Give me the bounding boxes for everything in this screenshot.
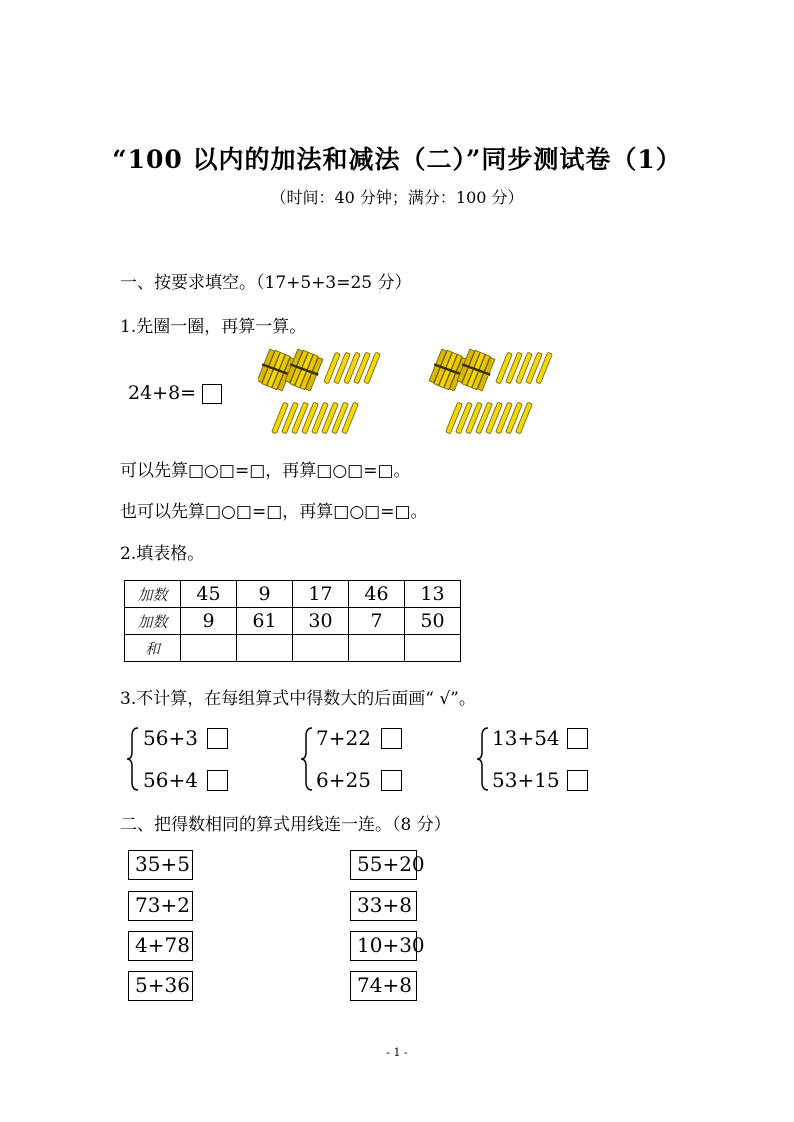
- q3-label: 3.不计算，在每组算式中得数大的后面画“ √”。: [120, 689, 476, 709]
- row-header: 加数: [125, 581, 181, 608]
- answer-cell[interactable]: [293, 635, 349, 662]
- compare-expr: 53+15: [492, 768, 560, 792]
- right-expression-box[interactable]: 55+20: [350, 850, 417, 880]
- left-expression-box[interactable]: 4+78: [128, 931, 193, 961]
- q1-expression: [128, 382, 222, 404]
- table-cell: 7: [349, 608, 405, 635]
- answer-cell[interactable]: [237, 635, 293, 662]
- q1-line-2: 也可以先算□○□=□，再算□○□=□。: [120, 502, 428, 522]
- bundle-of-ten-icon: [283, 348, 324, 393]
- answer-cell[interactable]: [349, 635, 405, 662]
- table-cell: 50: [405, 608, 461, 635]
- page-number: - 1 -: [386, 1046, 408, 1059]
- compare-expr: 7+22: [316, 726, 371, 750]
- table-cell: 30: [293, 608, 349, 635]
- section2-heading: 二、把得数相同的算式用线连一连。（8 分）: [120, 815, 451, 835]
- left-expression-box[interactable]: 35+5: [128, 850, 193, 880]
- bundle-of-ten-icon: [455, 348, 496, 393]
- compare-expr: 56+4: [143, 768, 198, 792]
- check-box[interactable]: [207, 728, 228, 749]
- row-header: 和: [125, 635, 181, 662]
- section1-heading: 一、按要求填空。（17+5+3=25 分）: [120, 273, 412, 293]
- left-expression-box[interactable]: 73+2: [128, 891, 193, 921]
- compare-expr: 6+25: [316, 768, 371, 792]
- check-box[interactable]: [567, 770, 588, 791]
- right-expression-box[interactable]: 33+8: [350, 891, 417, 921]
- check-box[interactable]: [567, 728, 588, 749]
- check-box[interactable]: [381, 770, 402, 791]
- compare-expr: 13+54: [492, 726, 560, 750]
- brace-icon: [300, 726, 314, 792]
- row-header: 加数: [125, 608, 181, 635]
- brace-icon: [126, 726, 140, 792]
- q1-line-1: 可以先算□○□=□，再算□○□=□。: [120, 461, 411, 481]
- answer-cell[interactable]: [181, 635, 237, 662]
- table-cell: 9: [181, 608, 237, 635]
- table-row: [125, 635, 461, 662]
- page-title: “100 以内的加法和减法（二）”同步测试卷（1）: [112, 145, 682, 174]
- check-box[interactable]: [207, 770, 228, 791]
- table-cell: 13: [405, 581, 461, 608]
- table-cell: 46: [349, 581, 405, 608]
- check-box[interactable]: [381, 728, 402, 749]
- table-row: [125, 608, 461, 635]
- right-expression-box[interactable]: 10+30: [350, 931, 417, 961]
- table-cell: 45: [181, 581, 237, 608]
- q1-expression-text: 24+8=: [128, 382, 197, 404]
- left-expression-box[interactable]: 5+36: [128, 971, 193, 1001]
- table-row: [125, 581, 461, 608]
- answer-box[interactable]: [202, 384, 222, 404]
- table-cell: 17: [293, 581, 349, 608]
- q2-label: 2.填表格。: [120, 544, 205, 564]
- addition-table: [124, 580, 461, 662]
- answer-cell[interactable]: [405, 635, 461, 662]
- compare-expr: 56+3: [143, 726, 198, 750]
- table-cell: 9: [237, 581, 293, 608]
- right-expression-box[interactable]: 74+8: [350, 971, 417, 1001]
- page-subtitle: （时间：40 分钟；满分：100 分）: [270, 188, 524, 207]
- q1-label: 1.先圈一圈，再算一算。: [120, 317, 307, 337]
- counting-sticks-illustration: [258, 346, 558, 438]
- table-cell: 61: [237, 608, 293, 635]
- brace-icon: [476, 726, 490, 792]
